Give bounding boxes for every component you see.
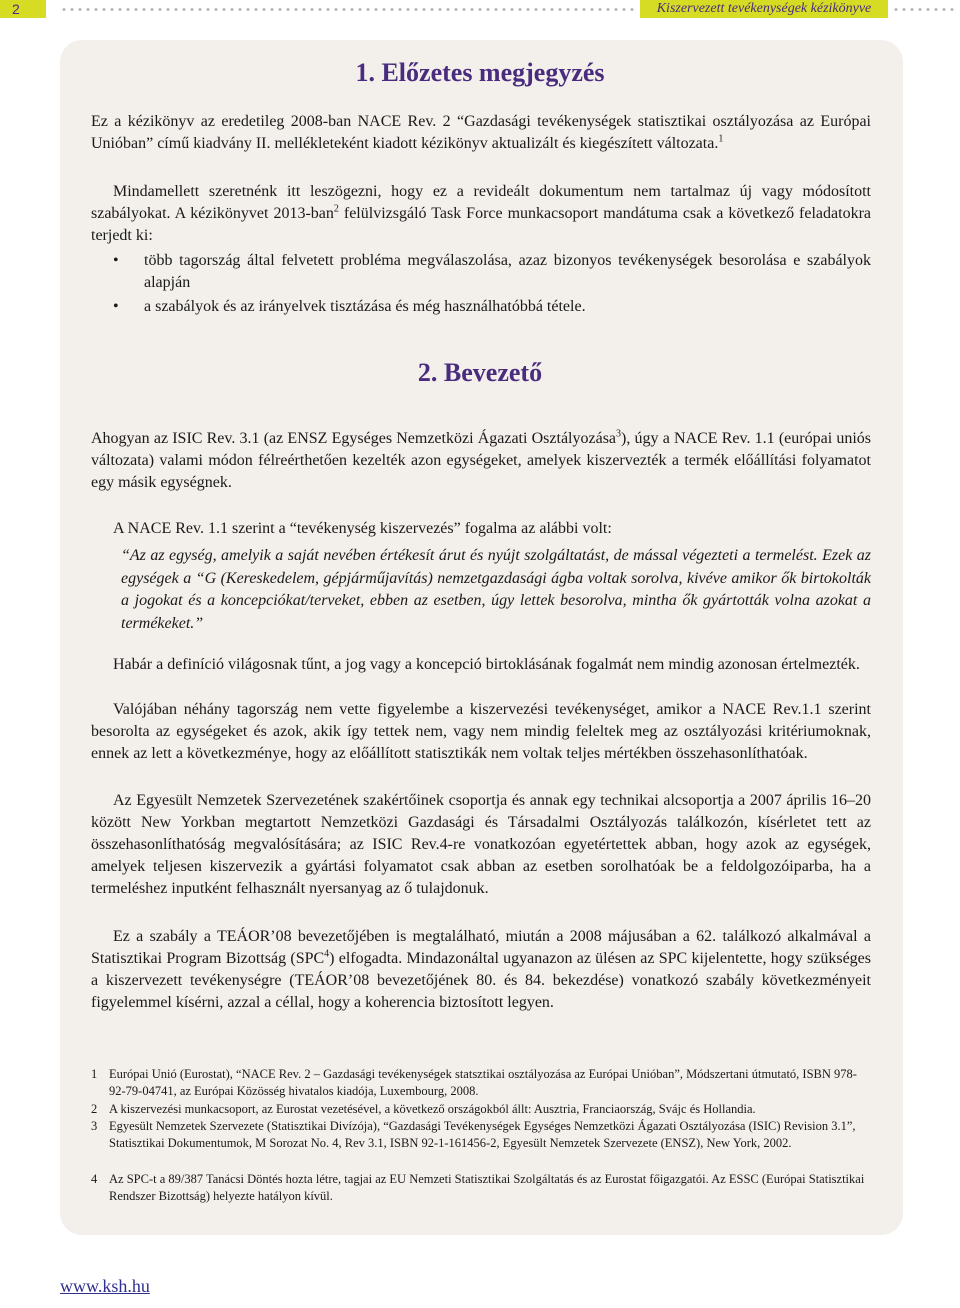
section2-paragraph-2: A NACE Rev. 1.1 szerint a “tevékenység kiszervezés” fogalma az alábbi volt: <box>113 520 612 537</box>
section1-paragraph-2b: felülvizsgáló Task Force munkacsoport mandátuma csak a következő feladatokra terjedt ki: <box>91 205 872 244</box>
section2-paragraph-6 <box>91 926 871 1014</box>
section1-paragraph-2a: Mindamellett szeretnénk itt leszögezni, hogy ez a revideált dokumentum nem tartalmaz új vagy módosított szabályokat. A kézikönyvet 2013-ban <box>91 183 871 222</box>
footnote-text: Egyesült Nemzetek Szervezete (Statisztikai Divízója), “Gazdasági Tevékenységek Egységes Nemzetközi Ágazati Osztályozása (ISIC) Revision 3.1”, Statisztikai Dokumentumok, M Sorozat No. 4, Rev 3.1, ISBN 92-1-161456-2, Egyesült Nemzetek Szervezete (ENSZ), New York, 2002. <box>109 1119 856 1150</box>
section1-paragraph-1-text: Ez a kézikönyv az eredetileg 2008-ban NACE Rev. 2 “Gazdasági tevékenységek statisztikai osztályozása az Európai Unióban” című kiadvány II. mellékleteként kiadott kézikönyv aktualizált és kiegészített változata. <box>91 113 871 152</box>
running-title: Kiszervezett tevékenységek kézikönyve <box>640 0 888 18</box>
footnote-ref-2[interactable]: 2 <box>333 203 339 215</box>
bullet-icon: • <box>113 298 119 315</box>
footnote-text: A kiszervezési munkacsoport, az Eurostat vezetésével, a következő országokból állt: Ausztria, Franciaország, Svájc és Hollandia. <box>109 1102 756 1116</box>
footnote-number: 4 <box>91 1172 98 1186</box>
footnote-number: 2 <box>91 1102 98 1116</box>
header-dotted-rule-right <box>892 8 956 11</box>
section-heading-1: 1. Előzetes megjegyzés <box>355 58 605 87</box>
section2-paragraph-1 <box>91 428 871 494</box>
section2-paragraph-6a: Ez a szabály a TEÁOR’08 bevezetőjében is megtalálható, miután a 2008 májusában a 62. találkozó alkalmával a Statisztikai Program Bizottság (SPC <box>91 928 871 967</box>
section2-paragraph-4: Valójában néhány tagország nem vette figyelembe a kiszervezési tevékenységet, amikor a NACE Rev.1.1 szerint besorolta az egységeket és azok, akik így tettek nem, vagy nem mindig feleltek meg az osztályozási kritériumoknak, ennek az lett a következménye, hogy az előállított statisztikák nem voltak teljes mértékben összehasonlíthatóak. <box>91 701 871 762</box>
page-number: 2 <box>0 0 46 18</box>
bullet-text: több tagország által felvetett probléma megválaszolása, azaz bizonyos tevékenységek besorolása e szabályok alapján <box>144 252 871 291</box>
section2-paragraph-3: Habár a definíció világosnak tűnt, a jog vagy a koncepció birtoklásának fogalmát nem mindig azonosan értelmezték. <box>113 656 860 673</box>
footnote-number: 3 <box>91 1119 98 1133</box>
section2-paragraph-1a: Ahogyan az ISIC Rev. 3.1 (az ENSZ Egységes Nemzetközi Ágazati Osztályozása <box>91 430 617 447</box>
bullet-text: a szabályok és az irányelvek tisztázása és még használhatóbbá tétele. <box>144 298 586 315</box>
section1-paragraph-1 <box>91 111 871 155</box>
section2-paragraph-5: Az Egyesült Nemzetek Szervezetének szakértőinek csoportja és annak egy technikai alcsoportja a 2007 április 16–20 között New Yorkban megtartott Nemzetközi Gazdasági és Társadalmi Osztályozás találkozón, kísérletet tett az összehasonlíthatóság megvalósítására; az ISIC Rev.4-re vonatkozóan egyetértettek abban, hogy azok az egységek, amelyek teljesen kiszervezik a gyártási folyamatot csak abban az esetben sorolhatóak be a feldolgozóiparba, ha a termeléshez inputként felhasznált nyersanyag az ő tulajdonuk. <box>91 792 871 897</box>
bullet-icon: • <box>113 252 119 269</box>
footnote-text: Európai Unió (Eurostat), “NACE Rev. 2 – Gazdasági tevékenységek statsztikai osztályozása az Európai Unióban”, Módszertani útmutató, ISBN 978-92-79-04741, az Európai Közösség hivatalos kiadója, Luxembourg, 2008. <box>109 1067 857 1098</box>
footnote-ref-4[interactable]: 4 <box>324 948 330 960</box>
section2-paragraph-6b: ) elfogadta. Mindazonáltal ugyanazon az ülésen az SPC kijelentette, hogy szükséges a kiszervezett tevékenységre (TEÁOR’08 bevezetőjének 80. és 84. bekezdése) vonatkozó szabály következményeit figyelemmel kísérni, azzal a céllal, hogy a koherencia biztosított legyen. <box>91 950 871 1011</box>
website-link[interactable]: www.ksh.hu <box>60 1276 150 1296</box>
section2-paragraph-1b: ), úgy a NACE Rev. 1.1 (európai uniós változata) valami módon félreérthetően kezelték azon egységeket, amelyek kiszervezték a termék előállítási folyamatot egy másik egységnek. <box>91 430 872 491</box>
footnote-text: Az SPC-t a 89/387 Tanácsi Döntés hozta létre, tagjai az EU Nemzeti Statisztikai Szolgáltatás és az Eurostat főigazgatói. Az ESSC (Európai Statisztikai Rendszer Bizottság) helyezte hatályon kívül. <box>109 1172 865 1203</box>
section-heading-2: 2. Bevezető <box>417 358 543 387</box>
footnote-number: 1 <box>91 1067 98 1081</box>
footnote-ref-1[interactable]: 1 <box>718 133 724 145</box>
header-dotted-rule-left <box>60 8 634 11</box>
footnote-ref-3[interactable]: 3 <box>616 428 622 440</box>
page-header <box>0 0 960 18</box>
definition-quote: “Az az egység, amelyik a saját nevében értékesít árut és nyújt szolgáltatást, de mással végezteti a termelést. Ezek az egységek a “G (Kereskedelem, gépjárműjavítás) nemzetgazdasági ágba voltak sorolva, kivéve amikor ők birtokolták a jogokat és a koncepciókat/terveket, ebben az esetben, úgy lettek besorolva, mintha ők gyártották volna azokat a termékeket.” <box>121 547 871 632</box>
section1-paragraph-2 <box>91 181 871 247</box>
